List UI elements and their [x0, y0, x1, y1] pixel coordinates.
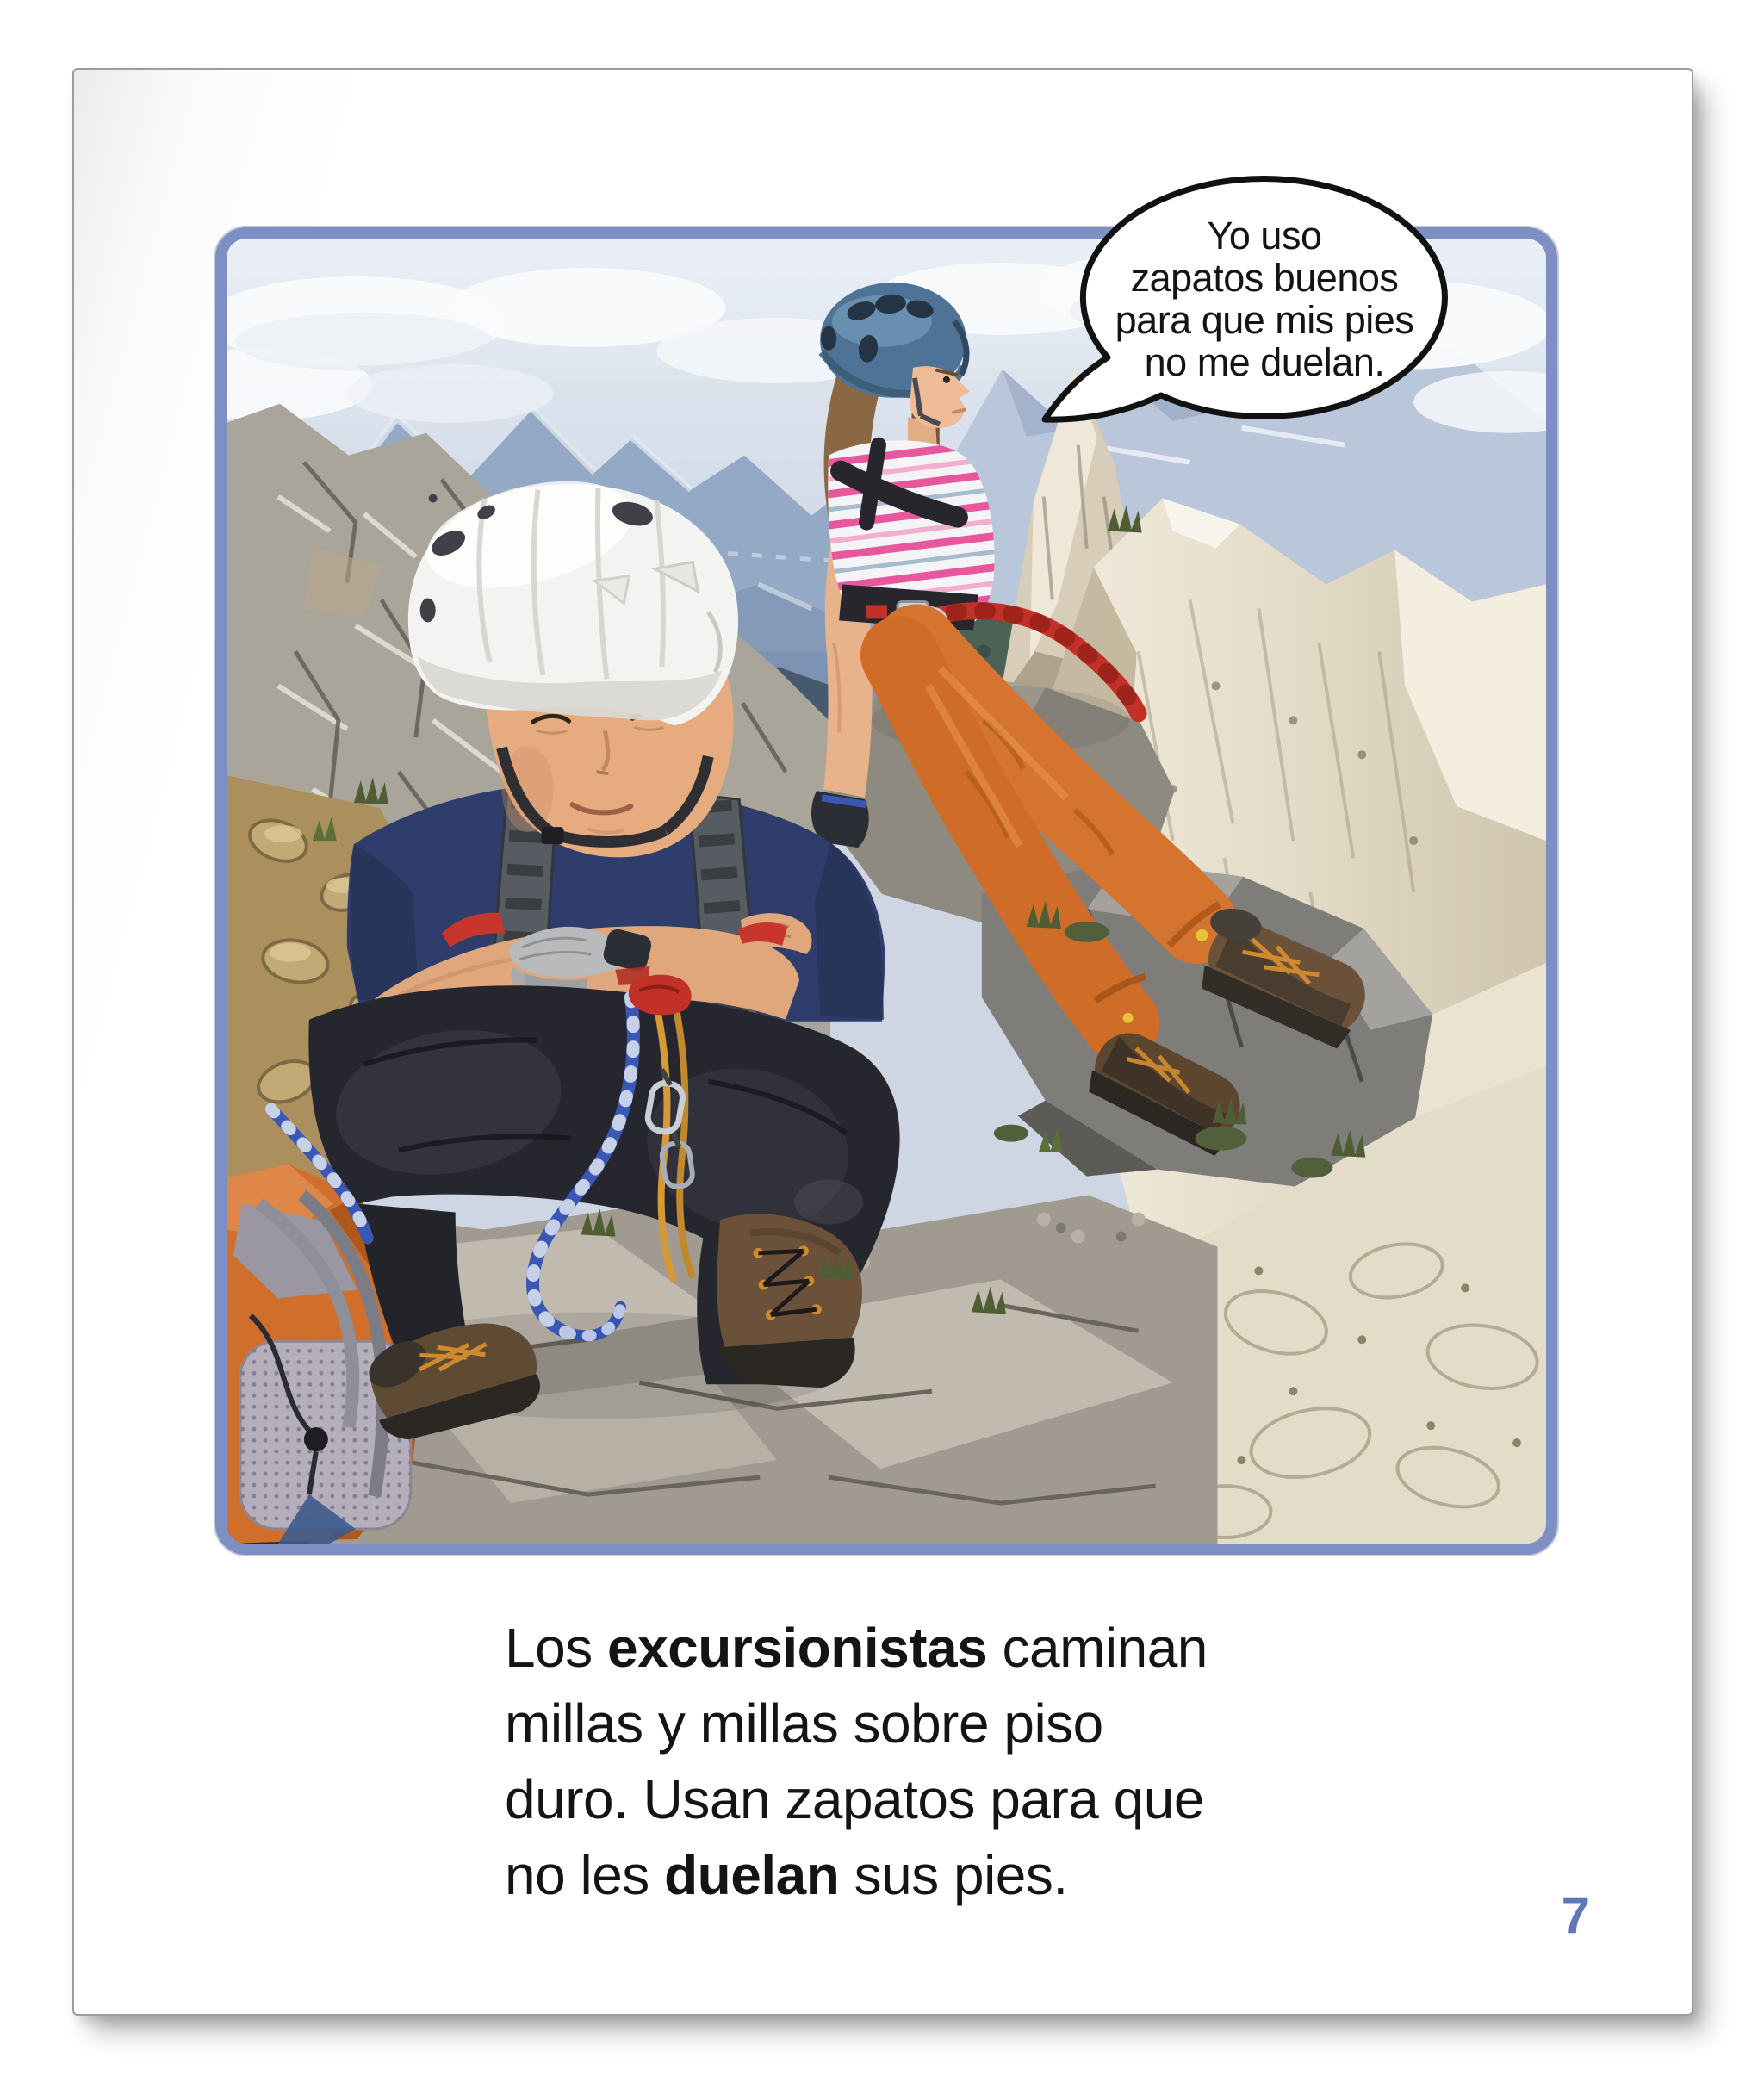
bubble-line: para que mis pies [1115, 297, 1414, 342]
body-text [505, 1610, 1349, 1913]
bubble-line: Yo uso [1207, 213, 1322, 258]
vocabulary-word: duelan [664, 1844, 840, 1906]
text-segment: caminan [987, 1617, 1208, 1679]
text-segment: no les [505, 1844, 665, 1906]
body-text-line: duro. Usan zapatos para que [505, 1768, 1204, 1830]
vocabulary-word: excursionistas [606, 1617, 988, 1679]
body-text-line [505, 1610, 1349, 1686]
speech-bubble [1019, 170, 1467, 458]
page [72, 68, 1693, 2016]
page-number: 7 [1561, 1886, 1590, 1944]
body-text-line [505, 1837, 1349, 1913]
text-segment: Los [505, 1617, 607, 1679]
bubble-line: zapatos buenos [1130, 255, 1399, 300]
text-segment: sus pies. [839, 1844, 1068, 1906]
bubble-line: no me duelan. [1144, 339, 1385, 384]
speech-bubble-text [1092, 206, 1437, 391]
body-text-line: millas y millas sobre piso [505, 1693, 1103, 1755]
